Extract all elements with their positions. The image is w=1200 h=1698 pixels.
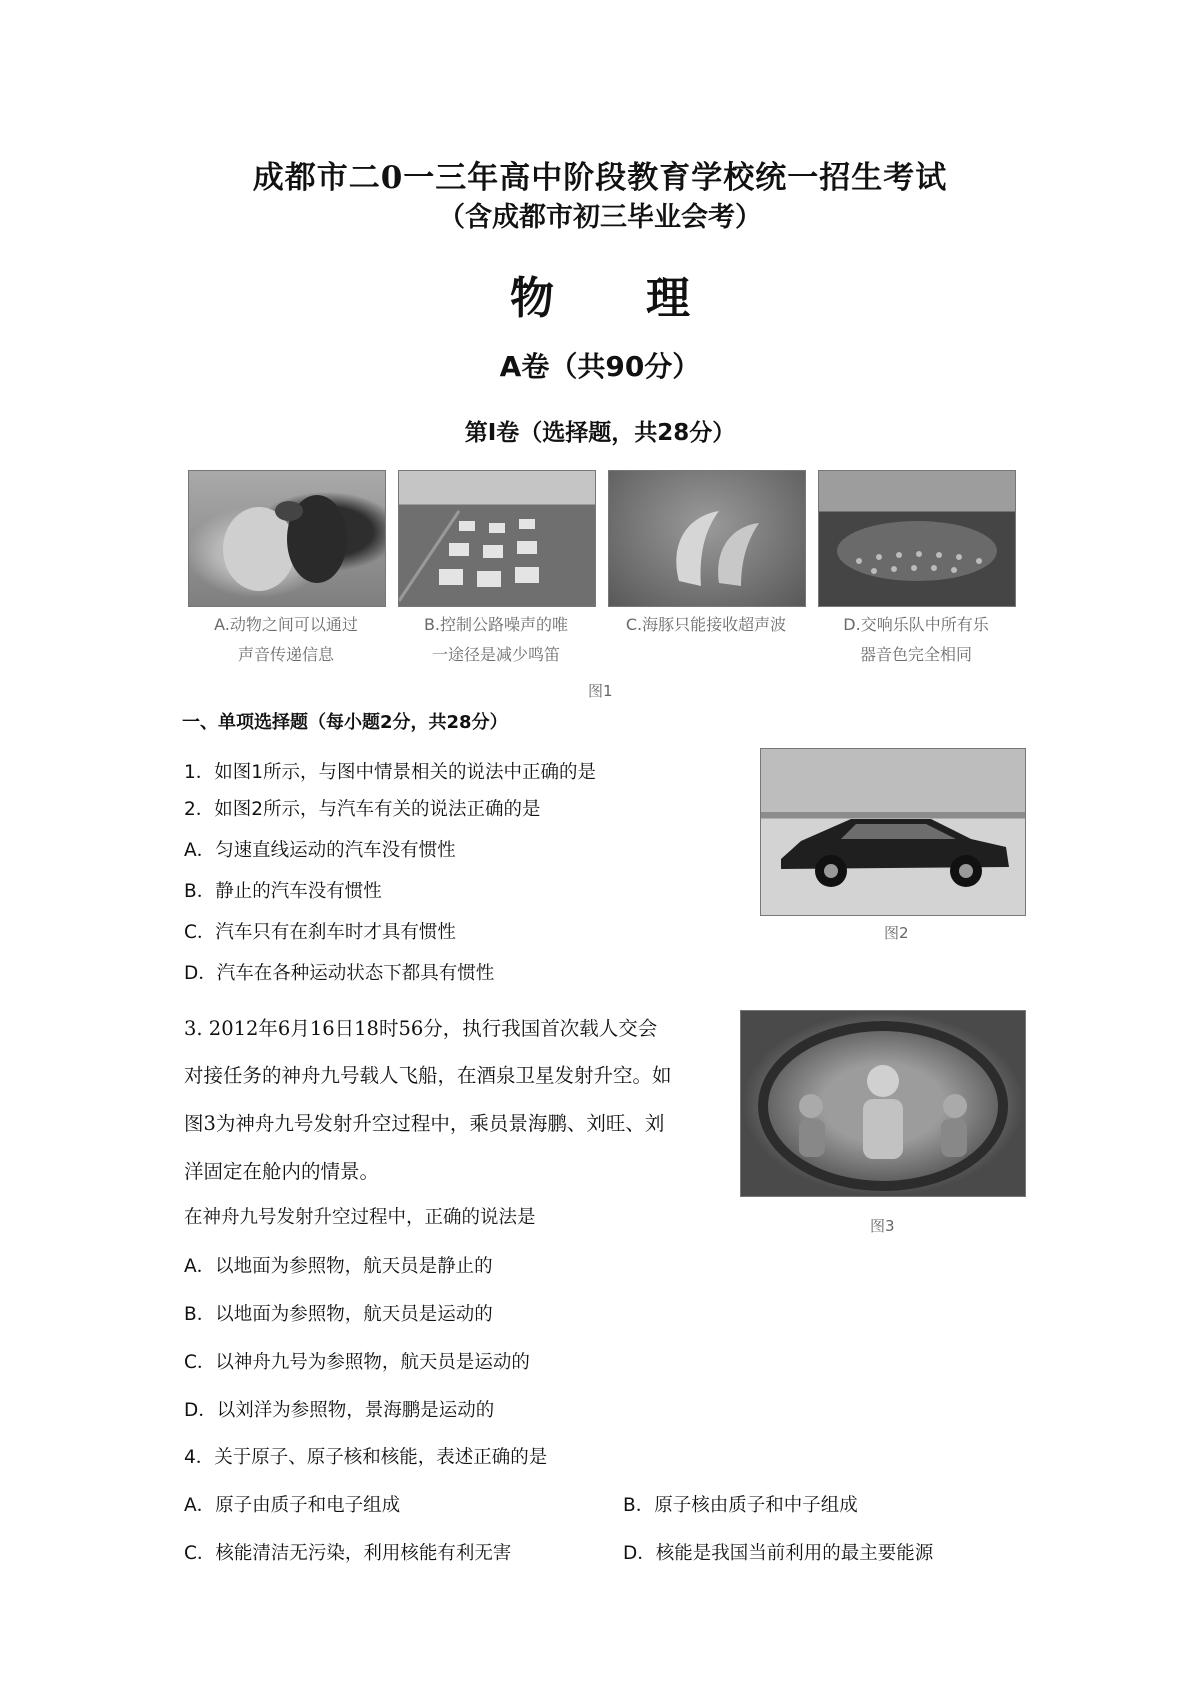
section-heading: 一、单项选择题（每小题2分，共28分） <box>182 712 508 733</box>
q2-stem: 2．如图2所示，与汽车有关的说法正确的是 <box>184 799 541 820</box>
q3-line1: 3. 2012年6月16日18时56分，执行我国首次载人交会 <box>184 1017 658 1040</box>
fig1-caption-a: A.动物之间可以通过 声音传递信息 <box>214 615 358 664</box>
q3-line2: 对接任务的神舟九号载人飞船，在酒泉卫星发射升空。如 <box>184 1064 672 1087</box>
fig1-caption-c: C.海豚只能接收超声波 <box>625 615 787 634</box>
exam-subtitle: （含成都市初三毕业会考） <box>438 202 762 233</box>
orchestra-photo <box>818 470 1016 607</box>
q1-stem: 1．如图1所示，与图中情景相关的说法中正确的是 <box>184 762 597 783</box>
fig1-caption-d: D.交响乐队中所有乐 器音色完全相同 <box>843 615 989 664</box>
q4-option-d: D．核能是我国当前利用的最主要能源 <box>623 1543 934 1564</box>
q2-option-d: D．汽车在各种运动状态下都具有惯性 <box>184 963 495 984</box>
q3-stem: 在神舟九号发射升空过程中，正确的说法是 <box>184 1207 536 1228</box>
q4-option-c: C．核能清洁无污染，利用核能有利无害 <box>184 1543 512 1564</box>
part-heading: 第Ⅰ卷（选择题，共28分） <box>464 420 736 446</box>
fig1-caption-b: B.控制公路噪声的唯 一途径是减少鸣笛 <box>423 615 569 664</box>
exam-title: 成都市二0一三年高中阶段教育学校统一招生考试 <box>252 160 948 196</box>
q3-option-b: B．以地面为参照物，航天员是运动的 <box>184 1304 493 1325</box>
q2-option-b: B．静止的汽车没有惯性 <box>184 881 382 902</box>
subject-part2: 理 <box>646 273 690 324</box>
car-photo <box>760 748 1026 916</box>
q3-line4: 洋固定在舱内的情景。 <box>184 1160 380 1183</box>
highway-traffic-photo <box>398 470 596 607</box>
q3-option-c: C．以神舟九号为参照物，航天员是运动的 <box>184 1352 530 1373</box>
fig1-label: 图1 <box>588 682 613 700</box>
animals-photo <box>188 470 386 607</box>
fig2-label: 图2 <box>884 924 909 942</box>
dolphins-photo <box>608 470 806 607</box>
q3-option-a: A．以地面为参照物，航天员是静止的 <box>184 1256 493 1277</box>
subject-title <box>0 262 1200 326</box>
volume-heading: A卷（共90分） <box>499 350 701 383</box>
q4-option-a: A．原子由质子和电子组成 <box>184 1495 401 1516</box>
q4-stem: 4．关于原子、原子核和核能，表述正确的是 <box>184 1447 548 1468</box>
q2-option-c: C．汽车只有在刹车时才具有惯性 <box>184 922 456 943</box>
q3-option-d: D．以刘洋为参照物，景海鹏是运动的 <box>184 1400 495 1421</box>
fig3-label: 图3 <box>870 1217 895 1235</box>
q2-option-a: A．匀速直线运动的汽车没有惯性 <box>184 840 456 861</box>
astronauts-photo <box>740 1010 1026 1197</box>
q3-line3: 图3为神舟九号发射升空过程中，乘员景海鹏、刘旺、刘 <box>184 1112 665 1135</box>
subject-part1: 物 <box>510 273 554 324</box>
q4-option-b: B．原子核由质子和中子组成 <box>623 1495 858 1516</box>
